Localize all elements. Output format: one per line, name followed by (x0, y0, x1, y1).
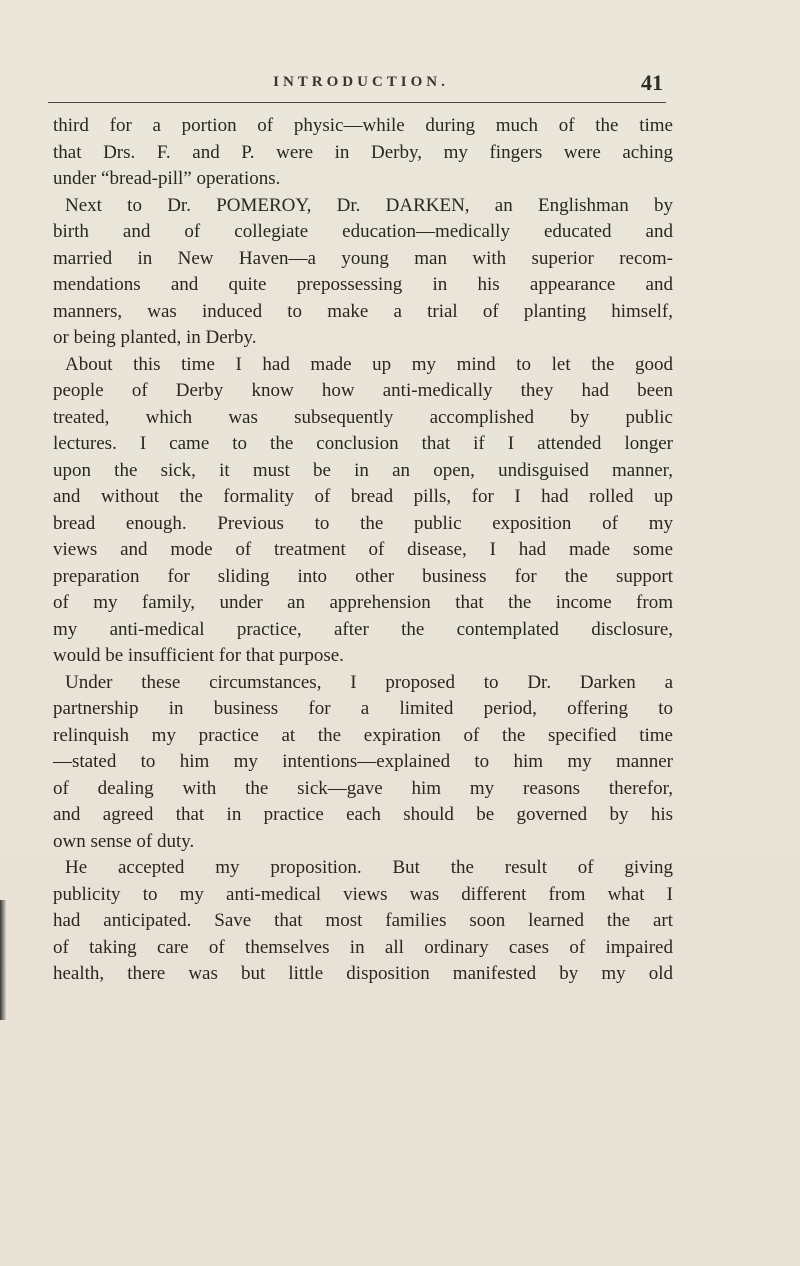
text-line: relinquish my practice at the expiration of the specified time (53, 724, 673, 746)
text-line: and without the formality of bread pills, for I had rolled up (53, 486, 673, 507)
text-line: of dealing with the sick—gave him my reasons therefor, (53, 777, 673, 799)
text-line: or being planted, in Derby. (53, 327, 257, 348)
text-line: health, there was but little disposition manifested by my old (53, 963, 673, 984)
text-line: He accepted my proposition. But the result of giving (65, 857, 673, 878)
text-line: would be insufficient for that purpose. (53, 645, 344, 666)
text-line: birth and of collegiate education—medically educated and (53, 221, 673, 242)
text-line: had anticipated. Save that most families soon learned the art (53, 910, 673, 931)
body-text (53, 113, 673, 988)
page-header (55, 72, 667, 106)
text-line: of my family, under an apprehension that the income from (53, 592, 673, 613)
running-head: INTRODUCTION. (273, 74, 449, 90)
text-line: Under these circumstances, I proposed to Dr. Darken a (65, 671, 673, 693)
text-line: treated, which was subsequently accomplished by public (53, 406, 673, 428)
text-line: married in New Haven—a young man with superior recom- (53, 247, 673, 269)
text-line: About this time I had made up my mind to let the good (65, 353, 673, 375)
text-line: that Drs. F. and P. were in Derby, my fingers were aching (53, 141, 673, 163)
header-rule (48, 102, 666, 103)
text-line: of taking care of themselves in all ordinary cases of impaired (53, 936, 673, 958)
page-number: 41 (641, 70, 663, 95)
text-line: publicity to my anti-medical views was different from what I (53, 883, 673, 905)
text-line: own sense of duty. (53, 830, 195, 852)
text-line: lectures. I came to the conclusion that if I attended longer (53, 433, 673, 454)
text-line: upon the sick, it must be in an open, undisguised manner, (53, 459, 673, 481)
text-line: —stated to him my intentions—explained to him my manner (53, 751, 673, 772)
text-line: and agreed that in practice each should be governed by his (53, 804, 673, 825)
text-line: Next to Dr. POMEROY, Dr. DARKEN, an Englishman by (65, 194, 673, 216)
text-line: my anti-medical practice, after the contemplated disclosure, (53, 618, 673, 640)
text-line: mendations and quite prepossessing in his appearance and (53, 274, 673, 295)
text-line: partnership in business for a limited period, offering to (53, 698, 673, 719)
text-line: preparation for sliding into other business for the support (53, 565, 673, 587)
text-line: views and mode of treatment of disease, I had made some (53, 539, 673, 560)
text-line: under “bread-pill” operations. (53, 168, 281, 189)
text-line: third for a portion of physic—while during much of the time (53, 115, 673, 136)
text-line: people of Derby know how anti-medically they had been (53, 380, 673, 401)
text-line: bread enough. Previous to the public exposition of my (53, 512, 673, 534)
text-line: manners, was induced to make a trial of planting himself, (53, 300, 673, 322)
page-edge-shadow (0, 900, 6, 1020)
